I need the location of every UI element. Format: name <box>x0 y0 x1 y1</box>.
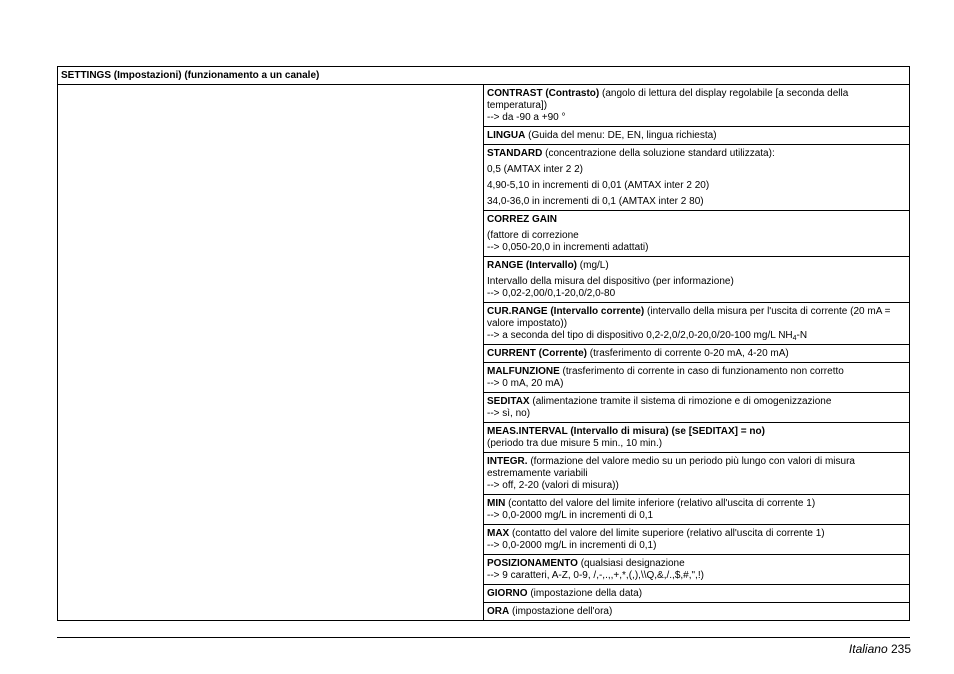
setting-name: MAX <box>487 528 510 539</box>
setting-description: (contatto del valore del limite superiore (relativo all'uscita di corrente 1) <box>509 528 825 539</box>
subscript: 4 <box>792 335 797 342</box>
empty-left-column <box>58 85 484 621</box>
footer-language: Italiano <box>848 642 888 656</box>
setting-range <box>487 330 906 342</box>
setting-name: MALFUNZIONE <box>487 366 560 377</box>
setting-range: --> 9 caratteri, A-Z, 0-9, /,-,.,,+,*,(,),\\Q,&,/.,$,#,",!) <box>487 570 704 581</box>
setting-description: (fattore di correzione <box>487 230 579 241</box>
setting-range: --> da -90 a +90 ° <box>487 112 566 123</box>
setting-max <box>484 525 910 555</box>
table-row <box>58 85 910 127</box>
setting-name: CONTRAST (Contrasto) <box>487 88 600 99</box>
setting-name: ORA <box>487 606 510 617</box>
setting-correz-gain <box>484 211 910 257</box>
setting-posizionamento <box>484 555 910 585</box>
setting-option: 0,5 (AMTAX inter 2 2) <box>487 164 583 175</box>
setting-range: --> 0,0-2000 mg/L in incrementi di 0,1 <box>487 510 654 521</box>
setting-option: 4,90-5,10 in incrementi di 0,01 (AMTAX inter 2 20) <box>487 180 710 191</box>
setting-description: (qualsiasi designazione <box>577 558 685 569</box>
setting-description: (periodo tra due misure 5 min., 10 min.) <box>487 438 663 449</box>
range-text: --> a seconda del tipo di dispositivo 0,2-2,0/2,0-20,0/20-100 mg/L NH <box>487 330 793 341</box>
setting-meas-interval <box>484 423 910 453</box>
setting-name: CURRENT (Corrente) <box>487 348 587 359</box>
setting-contrast <box>484 85 910 127</box>
setting-description: (contatto del valore del limite inferiore (relativo all'uscita di corrente 1) <box>505 498 816 509</box>
setting-range: --> 0,0-2000 mg/L in incrementi di 0,1) <box>487 540 657 551</box>
setting-range: --> 0 mA, 20 mA) <box>487 378 564 389</box>
setting-name: SEDITAX <box>487 396 530 407</box>
setting-integr <box>484 453 910 495</box>
setting-range <box>484 257 910 303</box>
setting-min <box>484 495 910 525</box>
footer-divider <box>57 637 910 638</box>
setting-name: POSIZIONAMENTO <box>487 558 578 569</box>
setting-description: (alimentazione tramite il sistema di rimozione e di omogenizzazione <box>529 396 832 407</box>
setting-seditax <box>484 393 910 423</box>
setting-range: --> 0,050-20,0 in incrementi adattati) <box>487 242 649 253</box>
setting-standard <box>484 145 910 211</box>
setting-giorno <box>484 585 910 603</box>
setting-description: (impostazione della data) <box>527 588 643 599</box>
setting-description: Intervallo della misura del dispositivo (per informazione) <box>487 276 734 287</box>
setting-description: (angolo di lettura del display regolabile [a seconda della temperatura]) <box>487 88 849 111</box>
setting-description: (formazione del valore medio su un periodo più lungo con valori di misura estremamente variabili <box>487 456 855 479</box>
setting-name: MIN <box>487 498 506 509</box>
table-title: SETTINGS (Impostazioni) (funzionamento a un canale) <box>58 67 910 85</box>
setting-ora <box>484 603 910 621</box>
setting-description: (concentrazione della soluzione standard utilizzata): <box>542 148 775 159</box>
page-number: 235 <box>890 642 911 656</box>
setting-name: CORREZ GAIN <box>487 214 557 225</box>
setting-option: 34,0-36,0 in incrementi di 0,1 (AMTAX inter 2 80) <box>487 196 704 207</box>
setting-name: CUR.RANGE (Intervallo corrente) <box>487 306 645 317</box>
setting-description: (trasferimento di corrente 0-20 mA, 4-20 mA) <box>587 348 789 359</box>
range-suffix: -N <box>796 330 808 341</box>
table-title-row <box>58 67 910 85</box>
setting-description: (trasferimento di corrente in caso di funzionamento non corretto <box>559 366 844 377</box>
setting-current <box>484 345 910 363</box>
setting-name: RANGE (Intervallo) <box>487 260 578 271</box>
setting-name: MEAS.INTERVAL (Intervallo di misura) (se [SEDITAX] = no) <box>487 426 765 437</box>
setting-name: INTEGR. <box>487 456 528 467</box>
setting-cur-range <box>484 303 910 345</box>
setting-name: LINGUA <box>487 130 526 141</box>
setting-unit: (mg/L) <box>577 260 609 271</box>
setting-range-values: --> 0,02-2,00/0,1-20,0/2,0-80 <box>487 288 616 299</box>
setting-name: GIORNO <box>487 588 528 599</box>
setting-description: (Guida del menu: DE, EN, lingua richiesta) <box>525 130 717 141</box>
setting-description: (intervallo della misura per l'uscita di corrente (20 mA = valore impostato)) <box>487 306 891 329</box>
page-footer <box>849 642 911 656</box>
setting-range: --> off, 2-20 (valori di misura)) <box>487 480 619 491</box>
setting-range: --> sì, no) <box>487 408 531 419</box>
settings-table <box>57 66 910 621</box>
setting-description: (impostazione dell'ora) <box>509 606 613 617</box>
setting-lingua <box>484 127 910 145</box>
setting-name: STANDARD <box>487 148 543 159</box>
setting-malfunzione <box>484 363 910 393</box>
